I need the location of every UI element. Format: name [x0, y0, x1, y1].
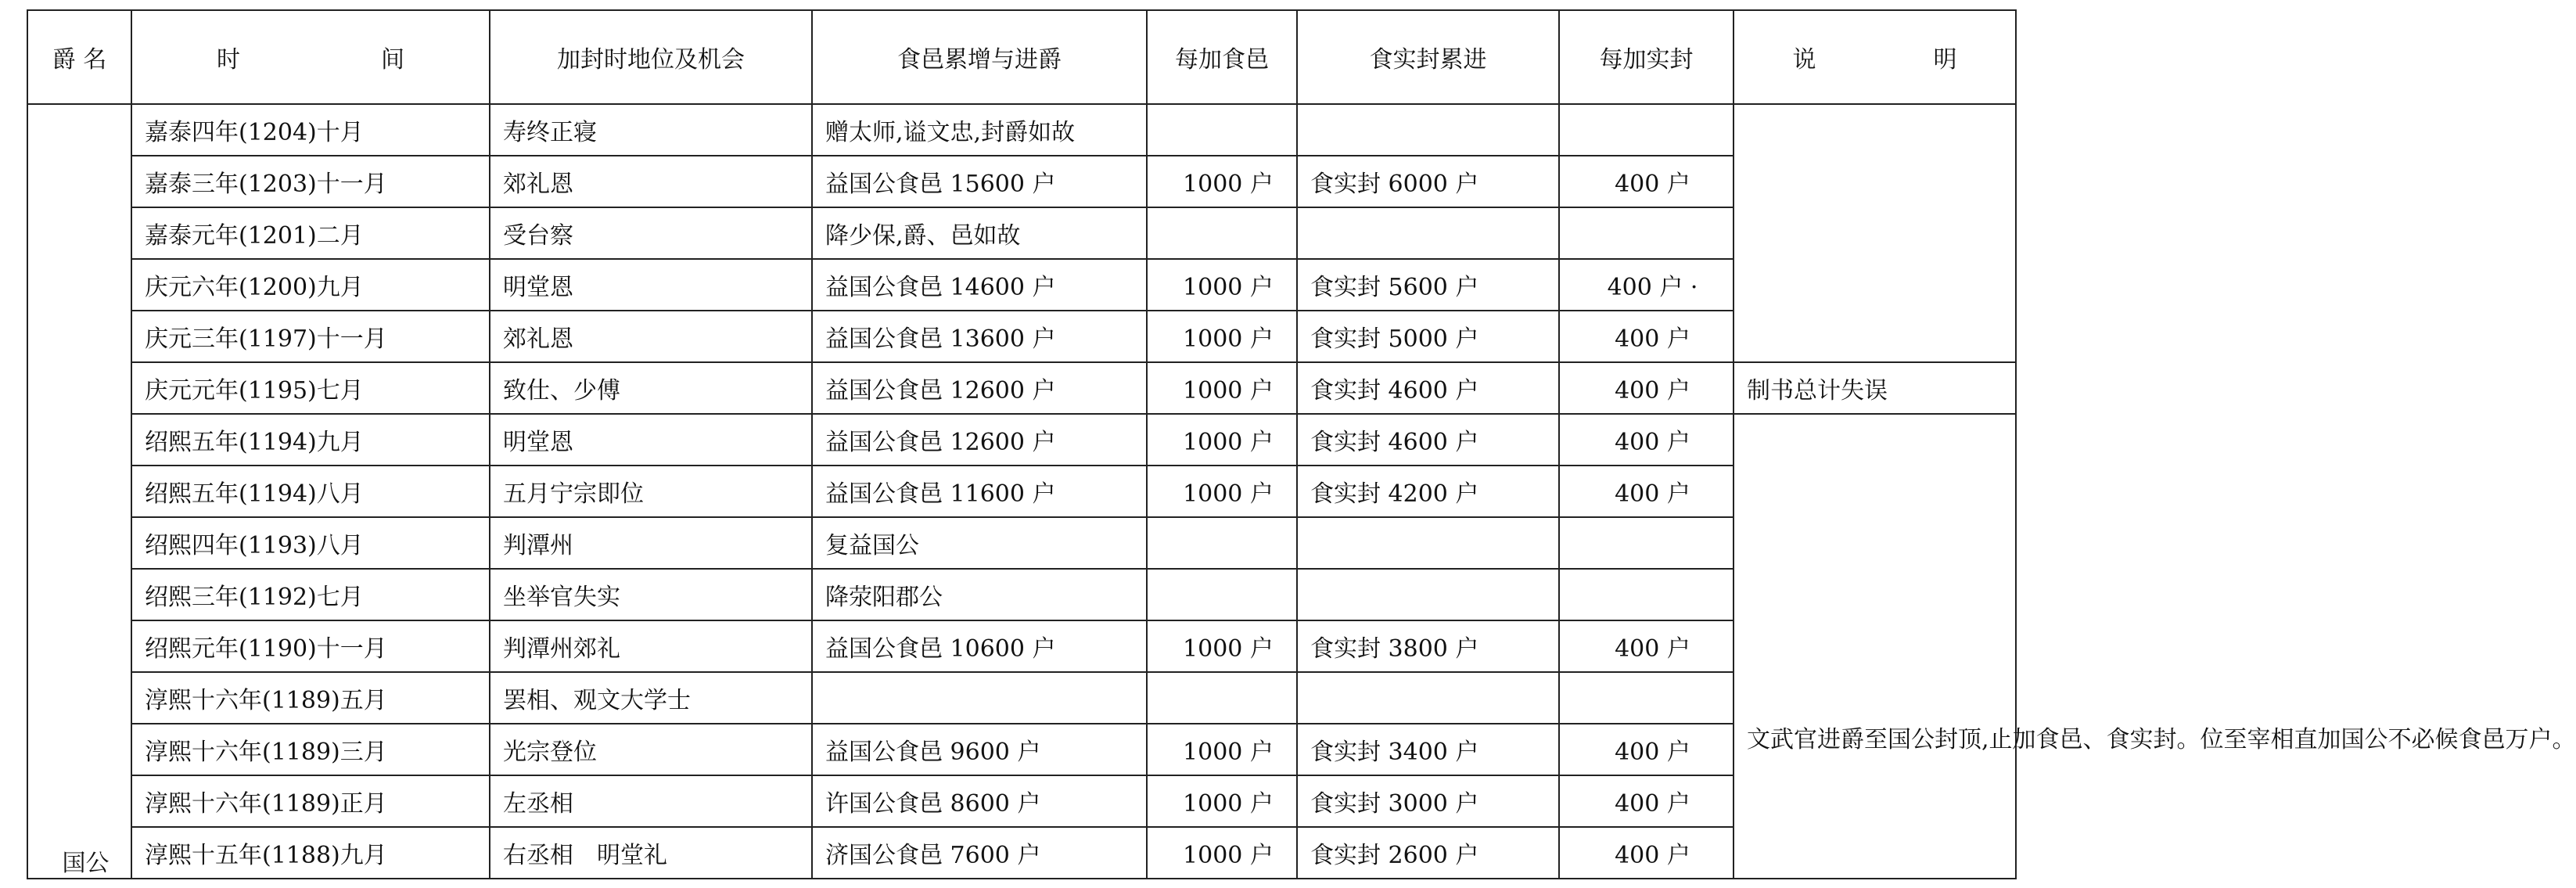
cumulative-cell: 益国公食邑 10600 户	[812, 620, 1147, 672]
table-row	[27, 104, 2016, 156]
time-cell: 嘉泰三年(1203)十一月	[131, 156, 490, 207]
occasion-cell: 光宗登位	[490, 724, 812, 775]
occasion-cell: 判潭州郊礼	[490, 620, 812, 672]
shishi-cell: 食实封 3800 户	[1297, 620, 1559, 672]
add-shiyi-cell: 1000 户	[1147, 827, 1297, 879]
header-mei-jia-shishi: 每加实封	[1559, 10, 1734, 104]
occasion-cell: 寿终正寝	[490, 104, 812, 156]
add-shishi-cell	[1559, 569, 1734, 620]
cumulative-cell: 益国公食邑 12600 户	[812, 414, 1147, 466]
shishi-cell: 食实封 5600 户	[1297, 259, 1559, 311]
header-jue-ming: 爵 名	[27, 10, 131, 104]
time-cell: 淳熙十六年(1189)正月	[131, 775, 490, 827]
add-shiyi-cell	[1147, 104, 1297, 156]
cumulative-cell: 降荥阳郡公	[812, 569, 1147, 620]
add-shishi-cell	[1559, 672, 1734, 724]
add-shiyi-cell: 1000 户	[1147, 311, 1297, 362]
add-shiyi-cell	[1147, 207, 1297, 259]
time-cell: 庆元六年(1200)九月	[131, 259, 490, 311]
occasion-cell: 郊礼恩	[490, 156, 812, 207]
occasion-cell: 判潭州	[490, 517, 812, 569]
table-row	[27, 466, 2016, 517]
table-row	[27, 517, 2016, 569]
shishi-cell	[1297, 104, 1559, 156]
header-shuo-ming: 说 明	[1734, 10, 2016, 104]
shishi-cell: 食实封 4200 户	[1297, 466, 1559, 517]
add-shiyi-cell	[1147, 569, 1297, 620]
add-shiyi-cell: 1000 户	[1147, 414, 1297, 466]
add-shishi-cell: 400 户	[1559, 620, 1734, 672]
add-shishi-cell: 400 户	[1559, 414, 1734, 466]
occasion-cell: 致仕、少傅	[490, 362, 812, 414]
add-shiyi-cell: 1000 户	[1147, 362, 1297, 414]
note-text: 文武官进爵至国公封顶,止加食邑、食实封。位至宰相直加国公不必候食邑万户。	[1747, 726, 2576, 753]
occasion-cell: 坐举官失实	[490, 569, 812, 620]
table-row	[27, 672, 2016, 724]
time-cell: 嘉泰元年(1201)二月	[131, 207, 490, 259]
shishi-cell	[1297, 207, 1559, 259]
add-shishi-cell	[1559, 104, 1734, 156]
table-row	[27, 259, 2016, 311]
note-empty-cell	[1734, 104, 2016, 362]
shishi-cell: 食实封 4600 户	[1297, 362, 1559, 414]
time-cell: 绍熙四年(1193)八月	[131, 517, 490, 569]
table-row	[27, 362, 2016, 414]
time-cell: 绍熙五年(1194)九月	[131, 414, 490, 466]
add-shishi-cell: 400 户	[1559, 827, 1734, 879]
add-shiyi-cell: 1000 户	[1147, 775, 1297, 827]
add-shishi-cell: 400 户	[1559, 775, 1734, 827]
table-row	[27, 414, 2016, 466]
shishi-cell: 食实封 4600 户	[1297, 414, 1559, 466]
cumulative-cell	[812, 672, 1147, 724]
occasion-cell: 罢相、观文大学士	[490, 672, 812, 724]
header-row	[27, 10, 2016, 104]
time-cell: 淳熙十五年(1188)九月	[131, 827, 490, 879]
shishi-cell	[1297, 569, 1559, 620]
add-shishi-cell: 400 户	[1559, 466, 1734, 517]
cumulative-cell: 复益国公	[812, 517, 1147, 569]
header-mei-jia-shiyi: 每加食邑	[1147, 10, 1297, 104]
table-row	[27, 724, 2016, 775]
header-lei-zeng: 食邑累增与进爵	[812, 10, 1147, 104]
cumulative-cell: 益国公食邑 13600 户	[812, 311, 1147, 362]
header-shishi-lei: 食实封累进	[1297, 10, 1559, 104]
occasion-cell: 明堂恩	[490, 259, 812, 311]
cumulative-cell: 益国公食邑 11600 户	[812, 466, 1147, 517]
cumulative-cell: 赠太师,谥文忠,封爵如故	[812, 104, 1147, 156]
shishi-cell: 食实封 3000 户	[1297, 775, 1559, 827]
cumulative-cell: 益国公食邑 15600 户	[812, 156, 1147, 207]
cumulative-cell: 许国公食邑 8600 户	[812, 775, 1147, 827]
shishi-cell: 食实封 6000 户	[1297, 156, 1559, 207]
add-shishi-cell: 400 户	[1559, 156, 1734, 207]
jue-ming-cell: 国公	[27, 104, 131, 879]
add-shishi-cell	[1559, 517, 1734, 569]
shishi-cell	[1297, 672, 1559, 724]
header-di-wei: 加封时地位及机会	[490, 10, 812, 104]
header-shi-jian: 时 间	[131, 10, 490, 104]
occasion-cell: 明堂恩	[490, 414, 812, 466]
cumulative-cell: 益国公食邑 14600 户	[812, 259, 1147, 311]
add-shiyi-cell: 1000 户	[1147, 259, 1297, 311]
table-row	[27, 775, 2016, 827]
note-cell-1195: 制书总计失误	[1734, 362, 2016, 414]
cumulative-cell: 益国公食邑 12600 户	[812, 362, 1147, 414]
table-row	[27, 827, 2016, 879]
note-cell-guogong	[1734, 414, 2576, 879]
add-shishi-cell: 400 户 ·	[1559, 259, 1734, 311]
add-shiyi-cell: 1000 户	[1147, 156, 1297, 207]
time-cell: 淳熙十六年(1189)五月	[131, 672, 490, 724]
cumulative-cell: 益国公食邑 9600 户	[812, 724, 1147, 775]
add-shiyi-cell	[1147, 517, 1297, 569]
time-cell: 庆元三年(1197)十一月	[131, 311, 490, 362]
enfeoffment-table	[27, 9, 2576, 879]
table-row	[27, 569, 2016, 620]
table-row	[27, 156, 2016, 207]
add-shiyi-cell	[1147, 672, 1297, 724]
cumulative-cell: 降少保,爵、邑如故	[812, 207, 1147, 259]
table-row	[27, 620, 2016, 672]
shishi-cell: 食实封 3400 户	[1297, 724, 1559, 775]
occasion-cell: 受台察	[490, 207, 812, 259]
time-cell: 庆元元年(1195)七月	[131, 362, 490, 414]
add-shiyi-cell: 1000 户	[1147, 724, 1297, 775]
shishi-cell: 食实封 2600 户	[1297, 827, 1559, 879]
add-shiyi-cell: 1000 户	[1147, 620, 1297, 672]
occasion-cell: 郊礼恩	[490, 311, 812, 362]
shishi-cell: 食实封 5000 户	[1297, 311, 1559, 362]
table-row	[27, 207, 2016, 259]
time-cell: 绍熙五年(1194)八月	[131, 466, 490, 517]
add-shishi-cell: 400 户	[1559, 311, 1734, 362]
cumulative-cell: 济国公食邑 7600 户	[812, 827, 1147, 879]
time-cell: 绍熙三年(1192)七月	[131, 569, 490, 620]
add-shiyi-cell: 1000 户	[1147, 466, 1297, 517]
time-cell: 淳熙十六年(1189)三月	[131, 724, 490, 775]
time-cell: 绍熙元年(1190)十一月	[131, 620, 490, 672]
occasion-cell: 左丞相	[490, 775, 812, 827]
time-cell: 嘉泰四年(1204)十月	[131, 104, 490, 156]
table-row	[27, 311, 2016, 362]
add-shishi-cell: 400 户	[1559, 362, 1734, 414]
shishi-cell	[1297, 517, 1559, 569]
occasion-cell: 右丞相 明堂礼	[490, 827, 812, 879]
occasion-cell: 五月宁宗即位	[490, 466, 812, 517]
add-shishi-cell	[1559, 207, 1734, 259]
add-shishi-cell: 400 户	[1559, 724, 1734, 775]
